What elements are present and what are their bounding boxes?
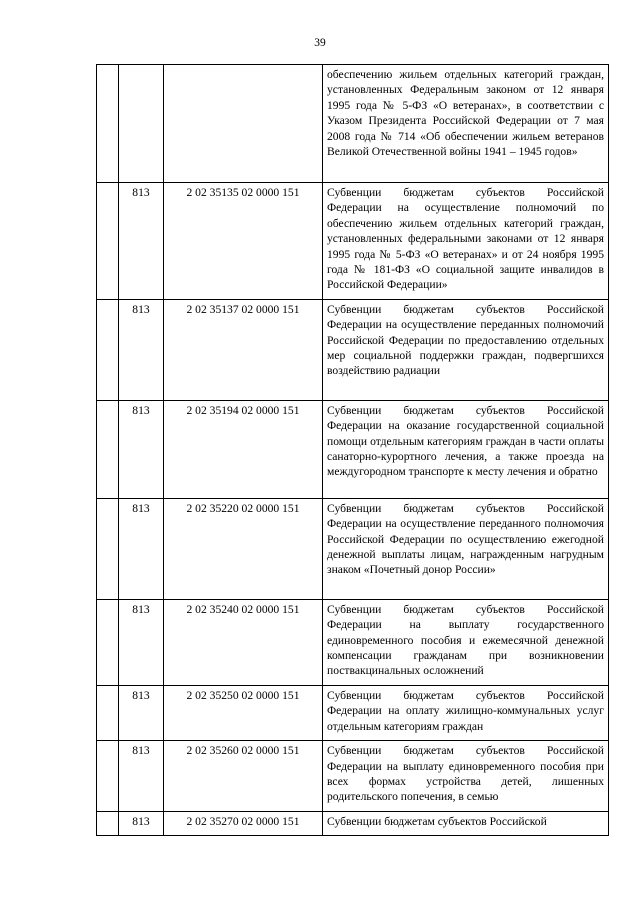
empty-cell: [97, 599, 119, 685]
admin-code-cell: 813: [119, 811, 164, 835]
table-row: [97, 498, 609, 599]
description-cell: Субвенции бюджетам субъектов Российской Федерации на осуществление полномочий по обеспечению жильем отдельных категорий граждан, установленных федеральными законами от 12 января 1995 года № 5-ФЗ «О ветеранах» и от 24 ноября 1995 года № 181-ФЗ «О социальной защите инвалидов в Российской Федерации»: [323, 183, 609, 300]
description-cell: Субвенции бюджетам субъектов Российской Федерации на оплату жилищно-коммунальных услуг отдельным категориям граждан: [323, 685, 609, 740]
admin-code-cell: 813: [119, 400, 164, 498]
description-cell: Субвенции бюджетам субъектов Российской: [323, 811, 609, 835]
admin-code-cell: 813: [119, 498, 164, 599]
admin-code-cell: 813: [119, 299, 164, 400]
table-row: [97, 811, 609, 835]
admin-code-cell: [119, 65, 164, 183]
table-row: [97, 299, 609, 400]
kbk-code-cell: 2 02 35250 02 0000 151: [164, 685, 323, 740]
table-row: [97, 741, 609, 812]
budget-classification-table: [96, 64, 609, 836]
description-cell: Субвенции бюджетам субъектов Российской Федерации на выплату государственного единовременного пособия и ежемесячной денежной компенсации гражданам при возникновении поствакцинальных осложнений: [323, 599, 609, 685]
description-cell: обеспечению жильем отдельных категорий граждан, установленных Федеральным законом от 12 января 1995 года № 5-ФЗ «О ветеранах», в соответствии с Указом Президента Российской Федерации от 7 мая 2008 года № 714 «Об обеспечении жильем ветеранов Великой Отечественной войны 1941 – 1945 годов»: [323, 65, 609, 183]
empty-cell: [97, 299, 119, 400]
description-cell: Субвенции бюджетам субъектов Российской Федерации на осуществление переданных полномочий Российской Федерации по предоставлению отдельных мер социальной поддержки граждан, подвергшихся воздействию радиации: [323, 299, 609, 400]
kbk-code-cell: 2 02 35260 02 0000 151: [164, 741, 323, 812]
table-row: [97, 183, 609, 300]
empty-cell: [97, 400, 119, 498]
table-row: [97, 685, 609, 740]
table-row: [97, 65, 609, 183]
description-cell: Субвенции бюджетам субъектов Российской Федерации на оказание государственной социальной помощи отдельным категориям граждан в части оплаты санаторно-курортного лечения, а также проезда на междугородном транспорте к месту лечения и обратно: [323, 400, 609, 498]
kbk-code-cell: 2 02 35240 02 0000 151: [164, 599, 323, 685]
empty-cell: [97, 183, 119, 300]
admin-code-cell: 813: [119, 183, 164, 300]
kbk-code-cell: [164, 65, 323, 183]
admin-code-cell: 813: [119, 741, 164, 812]
page-number: 39: [314, 37, 326, 49]
kbk-code-cell: 2 02 35137 02 0000 151: [164, 299, 323, 400]
admin-code-cell: 813: [119, 685, 164, 740]
kbk-code-cell: 2 02 35194 02 0000 151: [164, 400, 323, 498]
kbk-code-cell: 2 02 35220 02 0000 151: [164, 498, 323, 599]
table-row: [97, 400, 609, 498]
table-row: [97, 599, 609, 685]
description-cell: Субвенции бюджетам субъектов Российской Федерации на выплату единовременного пособия при всех формах устройства детей, лишенных родительского попечения, в семью: [323, 741, 609, 812]
kbk-code-cell: 2 02 35135 02 0000 151: [164, 183, 323, 300]
empty-cell: [97, 498, 119, 599]
empty-cell: [97, 65, 119, 183]
kbk-code-cell: 2 02 35270 02 0000 151: [164, 811, 323, 835]
empty-cell: [97, 685, 119, 740]
empty-cell: [97, 741, 119, 812]
description-cell: Субвенции бюджетам субъектов Российской Федерации на осуществление переданного полномочия Российской Федерации по осуществлению ежегодной денежной выплаты лицам, награжденным нагрудным знаком «Почетный донор России»: [323, 498, 609, 599]
admin-code-cell: 813: [119, 599, 164, 685]
empty-cell: [97, 811, 119, 835]
